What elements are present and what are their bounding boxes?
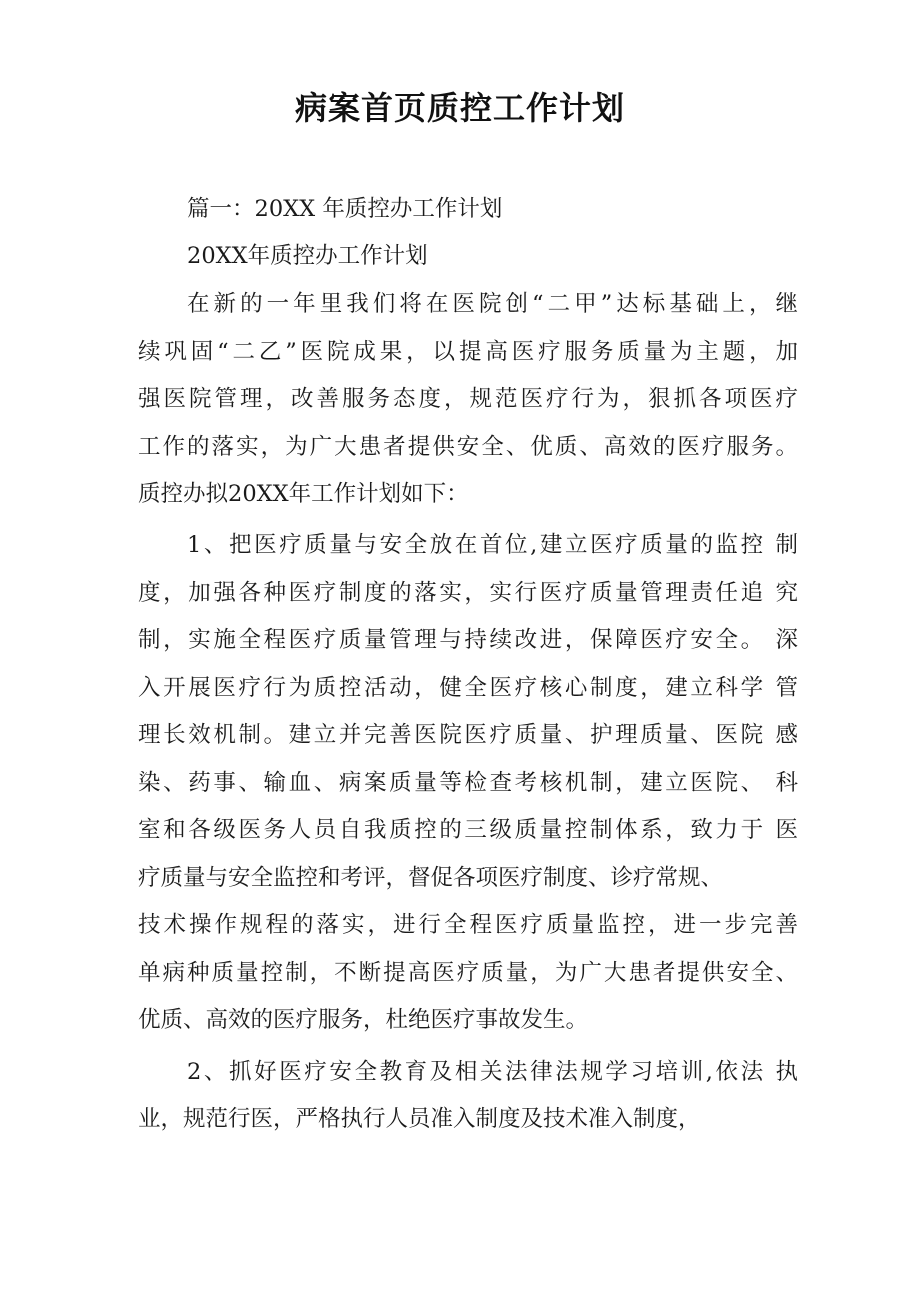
text-line: 入开展医疗行为质控活动，健全医疗核心制度，建立科学 管: [138, 675, 798, 701]
text-line: 20XX年质控办工作计划: [187, 243, 428, 269]
text-line: 业，规范行医，严格执行人员准入制度及技术准入制度，: [138, 1106, 701, 1132]
text-line: 在新的一年里我们将在医院创“二甲”达标基础上，继: [187, 291, 798, 317]
text-line: 强医院管理，改善服务态度，规范医疗行为，狠抓各项医疗: [138, 386, 798, 412]
text-line: 单病种质量控制，不断提高医疗质量，为广大患者提供安全、: [138, 960, 798, 986]
text-line: 工作的落实，为广大患者提供安全、优质、高效的医疗服务。: [138, 434, 798, 460]
text-line: 技术操作规程的落实，进行全程医疗质量监控，进一步完善: [138, 912, 798, 938]
text-line: 理长效机制。建立并完善医院医疗质量、护理质量、医院 感: [138, 722, 798, 748]
text-line: 篇一：20XX 年质控办工作计划: [187, 196, 503, 222]
text-line: 质控办拟20XX年工作计划如下：: [138, 481, 469, 507]
text-line: 制，实施全程医疗质量管理与持续改进，保障医疗安全。 深: [138, 627, 798, 653]
text-line: 疗质量与安全监控和考评，督促各项医疗制度、诊疗常规、: [138, 865, 724, 891]
document-title: 病案首页质控工作计划: [294, 89, 625, 127]
text-line: 染、药事、输血、病案质量等检查考核机制，建立医院、 科: [138, 770, 798, 796]
text-line: 室和各级医务人员自我质控的三级质量控制体系，致力于 医: [138, 817, 798, 843]
text-line: 度，加强各种医疗制度的落实，实行医疗质量管理责任追 究: [138, 580, 798, 606]
text-line: 2、抓好医疗安全教育及相关法律法规学习培训,依法 执: [187, 1059, 798, 1085]
text-line: 优质、高效的医疗服务，杜绝医疗事故发生。: [138, 1007, 589, 1033]
text-line: 续巩固“二乙”医院成果，以提高医疗服务质量为主题，加: [138, 339, 798, 365]
text-line: 1、把医疗质量与安全放在首位,建立医疗质量的监控 制: [187, 532, 798, 558]
